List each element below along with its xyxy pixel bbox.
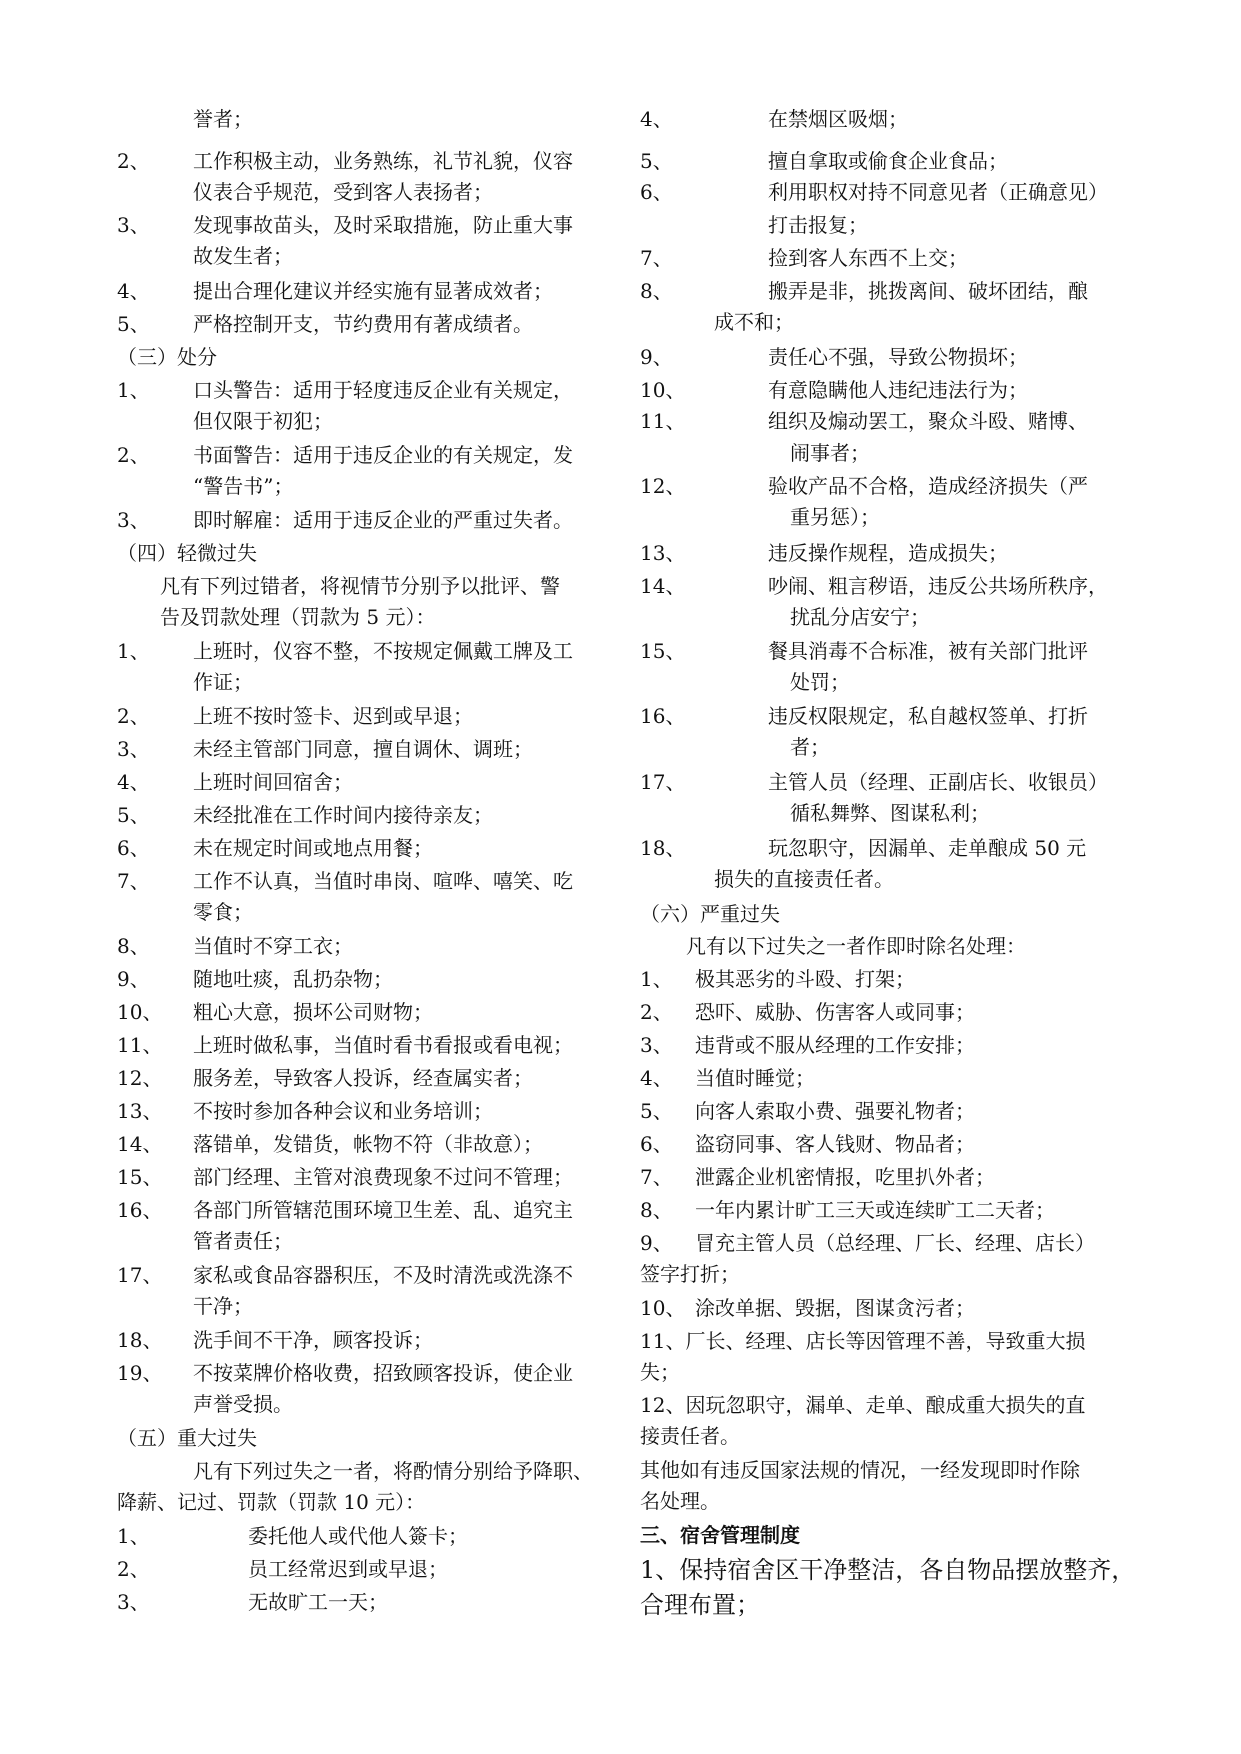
item-number: 2、 [117, 149, 150, 173]
item-number: 9、 [640, 1231, 673, 1255]
text-line: 不按菜牌价格收费，招致顾客投诉，使企业 [193, 1361, 573, 1385]
text-line: 接责任者。 [640, 1424, 740, 1448]
item-number: 8、 [640, 279, 673, 303]
text-line: 在禁烟区吸烟； [768, 107, 908, 131]
text-line: 提出合理化建议并经实施有显著成效者； [193, 279, 553, 303]
section-heading: （四）轻微过失 [117, 541, 257, 565]
text-line: 工作不认真，当值时串岗、喧哗、嘻笑、吃 [193, 869, 573, 893]
text-line: 泄露企业机密情报，吃里扒外者； [695, 1165, 995, 1189]
text-line: 捡到客人东西不上交； [768, 246, 968, 270]
item-number: 1、 [117, 1524, 150, 1548]
text-line: 验收产品不合格，造成经济损失（严 [768, 474, 1088, 498]
paragraph-line: 凡有下列过错者，将视情节分别予以批评、警 [160, 574, 560, 598]
text-line: 家私或食品容器积压，不及时清洗或洗涤不 [193, 1263, 573, 1287]
text-line: 但仅限于初犯； [193, 409, 333, 433]
text-line: 上班不按时签卡、迟到或早退； [193, 704, 473, 728]
text-line: 盗窃同事、客人钱财、物品者； [695, 1132, 975, 1156]
section-heading: （五）重大过失 [117, 1426, 257, 1450]
section-heading: （六）严重过失 [640, 902, 780, 926]
item-number: 13、 [640, 541, 686, 565]
text-line: 签字打折； [640, 1262, 740, 1286]
text-line: 吵闹、粗言秽语，违反公共场所秩序， [768, 574, 1108, 598]
item-number: 14、 [117, 1132, 163, 1156]
text-line: 上班时间回宿舍； [193, 770, 353, 794]
item-number: 9、 [640, 345, 673, 369]
item-number: 6、 [117, 836, 150, 860]
item-number: 4、 [117, 770, 150, 794]
text-line: 扰乱分店安宁； [790, 605, 930, 629]
item-number: 3、 [117, 737, 150, 761]
item-number: 8、 [640, 1198, 673, 1222]
chapter-heading: 三、宿舍管理制度 [640, 1523, 800, 1547]
item-number: 15、 [640, 639, 686, 663]
text-line: 故发生者； [193, 244, 293, 268]
text-line: 向客人索取小费、强要礼物者； [695, 1099, 975, 1123]
item-number: 7、 [117, 869, 150, 893]
item-number: 5、 [117, 803, 150, 827]
text-line: 组织及煽动罢工，聚众斗殴、赌博、 [768, 409, 1088, 433]
item-number: 1、 [640, 967, 673, 991]
text-line: “警告书”； [193, 474, 294, 498]
item-number: 3、 [117, 508, 150, 532]
text-line: 即时解雇：适用于违反企业的严重过失者。 [193, 508, 573, 532]
item-number: 6、 [640, 1132, 673, 1156]
text-line: 各部门所管辖范围环境卫生差、乱、追究主 [193, 1198, 573, 1222]
text-line: 循私舞弊、图谋私利； [790, 801, 990, 825]
item-number: 16、 [640, 704, 686, 728]
item-number: 3、 [117, 213, 150, 237]
text-line: 粗心大意，损坏公司财物； [193, 1000, 433, 1024]
text-line: 落错单，发错货，帐物不符（非故意）； [193, 1132, 543, 1156]
item-number: 1、 [117, 378, 150, 402]
text-line: 上班时，仪容不整，不按规定佩戴工牌及工 [193, 639, 573, 663]
item-number: 17、 [117, 1263, 163, 1287]
text-line: 干净； [193, 1294, 253, 1318]
item-number: 11、 [640, 409, 686, 433]
text-line: 洗手间不干净，顾客投诉； [193, 1328, 433, 1352]
section-heading: （三）处分 [117, 345, 217, 369]
text-line: 当值时睡觉； [695, 1066, 815, 1090]
text-line: 打击报复； [768, 213, 868, 237]
item-number: 5、 [640, 1099, 673, 1123]
item-number: 7、 [640, 246, 673, 270]
text-line: 有意隐瞒他人违纪违法行为； [768, 378, 1028, 402]
item-number: 13、 [117, 1099, 163, 1123]
item-number: 15、 [117, 1165, 163, 1189]
item-number: 11、 [117, 1033, 163, 1057]
text-line: 口头警告：适用于轻度违反企业有关规定， [193, 378, 573, 402]
item-number: 17、 [640, 770, 686, 794]
item-number: 2、 [117, 443, 150, 467]
text-line: 者； [790, 735, 830, 759]
text-line: 服务差，导致客人投诉，经查属实者； [193, 1066, 533, 1090]
item-number: 6、 [640, 180, 673, 204]
item-number: 19、 [117, 1361, 163, 1385]
item-number: 2、 [640, 1000, 673, 1024]
text-line: 责任心不强，导致公物损坏； [768, 345, 1028, 369]
item-number: 10、 [117, 1000, 163, 1024]
text-line: 未经批准在工作时间内接待亲友； [193, 803, 493, 827]
text-line: 声誉受损。 [193, 1392, 293, 1416]
item-number: 4、 [640, 107, 673, 131]
text-line: 严格控制开支，节约费用有著成绩者。 [193, 312, 533, 336]
text-line: 成不和； [714, 310, 794, 334]
item-number: 9、 [117, 967, 150, 991]
text-line: 11、厂长、经理、店长等因管理不善，导致重大损 [640, 1329, 1086, 1353]
text-line: 未在规定时间或地点用餐； [193, 836, 433, 860]
text-line: 零食； [193, 900, 253, 924]
text-line: 书面警告：适用于违反企业的有关规定，发 [193, 443, 573, 467]
text-line: 餐具消毒不合标准，被有关部门批评 [768, 639, 1088, 663]
text-line: 随地吐痰，乱扔杂物； [193, 967, 393, 991]
item-number: 5、 [117, 312, 150, 336]
text-line: 重另惩）； [790, 505, 880, 529]
text-line: 涂改单据、毁据，图谋贪污者； [695, 1296, 975, 1320]
text-line: 违反操作规程，造成损失； [768, 541, 1008, 565]
item-number: 14、 [640, 574, 686, 598]
paragraph-line: 降薪、记过、罚款（罚款 10 元）： [117, 1490, 426, 1514]
item-number: 5、 [640, 149, 673, 173]
paragraph-line: 1、保持宿舍区干净整洁，各自物品摆放整齐， [640, 1556, 1136, 1584]
text-line: 处罚； [790, 670, 850, 694]
text-line: 冒充主管人员（总经理、厂长、经理、店长） [695, 1231, 1095, 1255]
text-line: 部门经理、主管对浪费现象不过问不管理； [193, 1165, 573, 1189]
text-line: 不按时参加各种会议和业务培训； [193, 1099, 493, 1123]
text-line: 搬弄是非，挑拨离间、破坏团结，酿 [768, 279, 1088, 303]
text-line: 失； [640, 1360, 680, 1384]
item-number: 2、 [117, 704, 150, 728]
item-number: 7、 [640, 1165, 673, 1189]
text-line: 损失的直接责任者。 [714, 867, 894, 891]
text-line: 12、因玩忽职守，漏单、走单、酿成重大损失的直 [640, 1393, 1086, 1417]
item-number: 3、 [640, 1033, 673, 1057]
item-number: 18、 [640, 836, 686, 860]
text-line: 委托他人或代他人簽卡； [248, 1524, 468, 1548]
item-number: 12、 [117, 1066, 163, 1090]
text-line: 无故旷工一天； [248, 1590, 388, 1614]
text-line: 作证； [193, 670, 253, 694]
item-number: 3、 [117, 1590, 150, 1614]
text-line: 发现事故苗头，及时采取措施，防止重大事 [193, 213, 573, 237]
text-line: 上班时做私事，当值时看书看报或看电视； [193, 1033, 573, 1057]
item-number: 12、 [640, 474, 686, 498]
item-number: 16、 [117, 1198, 163, 1222]
text-line: 违反权限规定，私自越权签单、打折 [768, 704, 1088, 728]
text-line: 擅自拿取或偷食企业食品； [768, 149, 1008, 173]
text-line: 未经主管部门同意，擅自调休、调班； [193, 737, 533, 761]
text-line: 员工经常迟到或早退； [248, 1557, 448, 1581]
paragraph-line: 告及罚款处理（罚款为 5 元）： [160, 605, 436, 629]
item-number: 18、 [117, 1328, 163, 1352]
text-line: 当值时不穿工衣； [193, 934, 353, 958]
text-line: 闹事者； [790, 441, 870, 465]
text-line: 誉者； [193, 107, 253, 131]
paragraph-line: 凡有下列过失之一者，将酌情分别给予降职、 [193, 1459, 593, 1483]
paragraph-line: 凡有以下过失之一者作即时除名处理： [686, 934, 1026, 958]
text-line: 管者责任； [193, 1229, 293, 1253]
text-line: 违背或不服从经理的工作安排； [695, 1033, 975, 1057]
paragraph-line: 名处理。 [640, 1489, 720, 1513]
item-number: 10、 [640, 1296, 686, 1320]
item-number: 1、 [117, 639, 150, 663]
item-number: 2、 [117, 1557, 150, 1581]
paragraph-line: 合理布置； [640, 1591, 760, 1619]
item-number: 4、 [117, 279, 150, 303]
text-line: 一年内累计旷工三天或连续旷工二天者； [695, 1198, 1055, 1222]
item-number: 8、 [117, 934, 150, 958]
paragraph-line: 其他如有违反国家法规的情况，一经发现即时作除 [640, 1458, 1080, 1482]
text-line: 恐吓、威胁、伤害客人或同事； [695, 1000, 975, 1024]
text-line: 玩忽职守，因漏单、走单酿成 50 元 [768, 836, 1087, 860]
item-number: 10、 [640, 378, 686, 402]
text-line: 利用职权对持不同意见者（正确意见） [768, 180, 1108, 204]
item-number: 4、 [640, 1066, 673, 1090]
text-line: 工作积极主动，业务熟练，礼节礼貌，仪容 [193, 149, 573, 173]
text-line: 仪表合乎规范，受到客人表扬者； [193, 180, 493, 204]
text-line: 主管人员（经理、正副店长、收银员） [768, 770, 1108, 794]
text-line: 极其恶劣的斗殴、打架； [695, 967, 915, 991]
